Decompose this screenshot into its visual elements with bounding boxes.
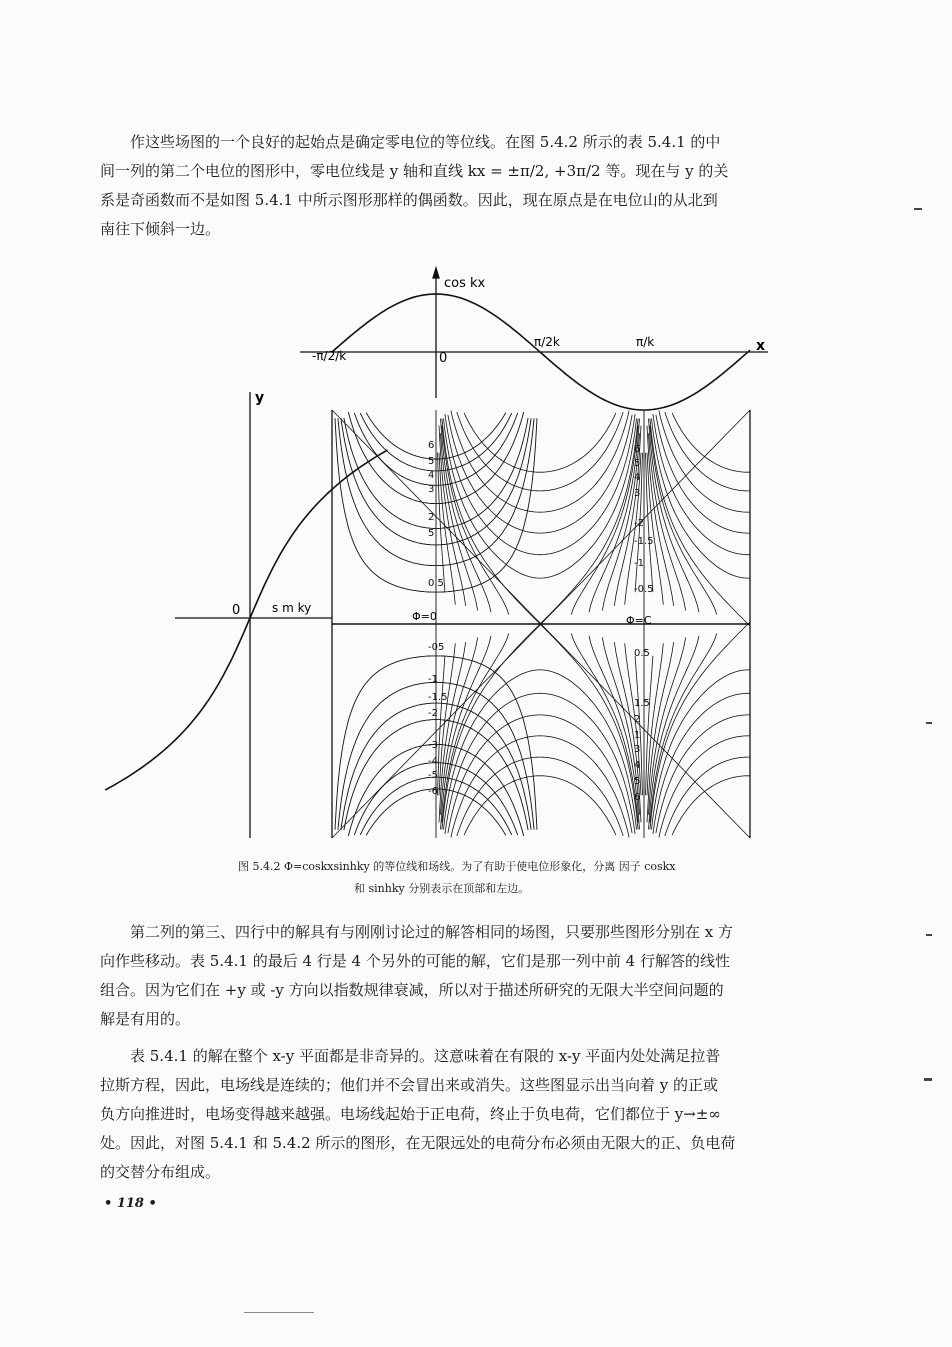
equipotential-value-label: 4 <box>634 760 641 771</box>
field-line <box>442 633 641 822</box>
equipotential-value-label: -2 <box>634 518 644 529</box>
field-line <box>649 419 700 612</box>
text-line: 南往下倾斜一边。 <box>100 220 221 238</box>
equipotential-value-label: 0.5 <box>634 648 650 659</box>
equipotential-value-label: 1 <box>634 730 641 741</box>
tick-pi-half: π/2k <box>534 335 560 349</box>
text-line: 向作些移动。表 5.4.1 的最后 4 行是 4 个另外的可能的解，它们是那一列中前 4 行解答的线性 <box>100 952 730 970</box>
equipotential-value-label: 3 <box>428 484 435 495</box>
phi-c-label: Φ=C <box>626 614 652 627</box>
paragraph-2 <box>100 918 852 1034</box>
scan-mark <box>244 1312 314 1313</box>
field-line <box>448 415 632 533</box>
field-line <box>441 433 640 610</box>
cos-label: cos kx <box>444 276 486 291</box>
field-line <box>647 453 663 605</box>
figure-caption-line-1: 图 5.4.2 Φ=coskxsinhky 的等位线和场线。为了有助于使电位形象化，分离 因子 coskx <box>238 860 676 873</box>
equipotential-value-label: -1 <box>428 674 438 685</box>
figure-caption-line-2: 和 sinhky 分别表示在顶部和左边。 <box>354 882 530 895</box>
x-axis-label: x <box>756 338 766 354</box>
equipotential-value-label: 2 <box>634 714 641 725</box>
equipotential-value-label: 6 <box>634 444 641 455</box>
text-line: 拉斯方程，因此，电场线是连续的；他们并不会冒出来或消失。这些图显示出当向着 y 的正或 <box>100 1076 719 1094</box>
field-line <box>438 656 643 796</box>
field-line <box>653 414 750 555</box>
y-axis-label: y <box>255 390 265 406</box>
origin-label: 0 <box>232 603 241 618</box>
tick-neg-pi-half: -π/2/k <box>312 349 347 363</box>
equipotential-value-label: 1.5 <box>634 698 650 709</box>
text-line: 第二列的第三、四行中的解具有与刚刚讨论过的解答相同的场图，只要那些图形分别在 x 方 <box>130 923 733 941</box>
field-line <box>653 693 750 834</box>
field-line <box>439 643 641 795</box>
equipotential-value-label: -6 <box>428 786 438 797</box>
text-line: 表 5.4.1 的解在整个 x-y 平面都是非奇异的。这意味着在有限的 x-y 平面内处处满足拉普 <box>130 1047 721 1065</box>
scan-mark <box>926 934 932 936</box>
tick-zero: 0 <box>439 351 448 366</box>
equipotential-value-label: -2 <box>428 708 438 719</box>
field-line <box>659 411 750 513</box>
equipotential-value-label: -4 <box>428 756 438 767</box>
field-line <box>451 411 629 513</box>
sinh-curve <box>105 450 387 790</box>
field-line <box>441 419 640 612</box>
equipotential-value-label: -1 <box>634 558 644 569</box>
sinh-label: s m ky <box>272 601 312 615</box>
scan-mark <box>914 208 922 210</box>
equipotential-value-label: 5 <box>634 458 641 469</box>
field-line <box>438 453 643 593</box>
equipotential-value-label: -5 <box>428 770 438 781</box>
field-line <box>457 412 623 491</box>
text-line: 解是有用的。 <box>100 1010 191 1028</box>
field-line <box>445 693 635 834</box>
equipotential-value-label: 0.5 <box>428 578 444 589</box>
text-line: 间一列的第二个电位的图形中，零电位线是 y 轴和直线 kx = ±π/2, +3π/2 等。现在与 y 的关 <box>100 162 729 180</box>
field-line <box>651 419 749 579</box>
text-line: 组合。因为它们在 +y 或 -y 方向以指数规律衰减，所以对于描述所研究的无限大半空间问题的 <box>100 981 724 999</box>
field-line <box>647 643 663 795</box>
field-line <box>441 636 640 830</box>
text-line: 处。因此，对图 5.4.1 和 5.4.2 所示的图形，在无限远处的电荷分布必须由无限大的正、负电荷 <box>100 1134 736 1152</box>
equipotential-value-label: -05 <box>428 642 445 653</box>
equipotential-value-label: -0.5 <box>634 584 654 595</box>
field-line <box>451 736 629 838</box>
field-line <box>441 638 640 815</box>
equipotential-value-label: 4 <box>428 470 435 481</box>
equipotential-value-label: -3 <box>428 740 438 751</box>
equipotential-value-label: 5 <box>634 776 641 787</box>
tick-pi: π/k <box>636 335 655 349</box>
paragraph-3 <box>100 1042 852 1187</box>
text-line: 的交替分布组成。 <box>100 1163 221 1181</box>
scan-mark <box>926 722 932 724</box>
text-line: 负方向推进时，电场变得越来越强。电场线起始于正电荷，终止于负电荷，它们都位于 y→±∞ <box>100 1105 721 1123</box>
field-line <box>448 715 632 833</box>
equipotential-value-label: -1.5 <box>634 536 654 547</box>
equipotential-value-label: 4 <box>634 472 641 483</box>
phi-zero-label: Φ=0 <box>412 610 437 623</box>
field-line <box>649 636 700 830</box>
text-line: 系是奇函数而不是如图 5.4.1 中所示图形那样的偶函数。因此，现在原点是在电位山的从北到 <box>100 191 718 209</box>
page-number: • 118 • <box>104 1196 157 1211</box>
equipotential-value-label: 2 <box>428 512 435 523</box>
scan-mark <box>924 1078 932 1081</box>
field-line <box>457 757 623 836</box>
field-line <box>445 414 635 555</box>
arrow-up-icon <box>433 268 439 278</box>
equipotential-value-label: 6 <box>428 440 435 451</box>
equipotential-value-label: 3 <box>634 488 641 499</box>
equipotential-value-label: -1.5 <box>428 692 448 703</box>
equipotential-value-label: 3 <box>634 744 641 755</box>
equipotential-value-label: 5 <box>428 528 435 539</box>
equipotential-value-label: 6 <box>634 792 641 803</box>
field-line <box>651 670 749 830</box>
field-line <box>439 453 641 605</box>
equipotential-value-label: 5 <box>428 456 435 467</box>
field-line <box>442 426 641 615</box>
field-line <box>659 736 750 838</box>
text-line: 作这些场图的一个良好的起始点是确定零电位的等位线。在图 5.4.2 所示的表 5.4.1 的中 <box>130 133 721 151</box>
